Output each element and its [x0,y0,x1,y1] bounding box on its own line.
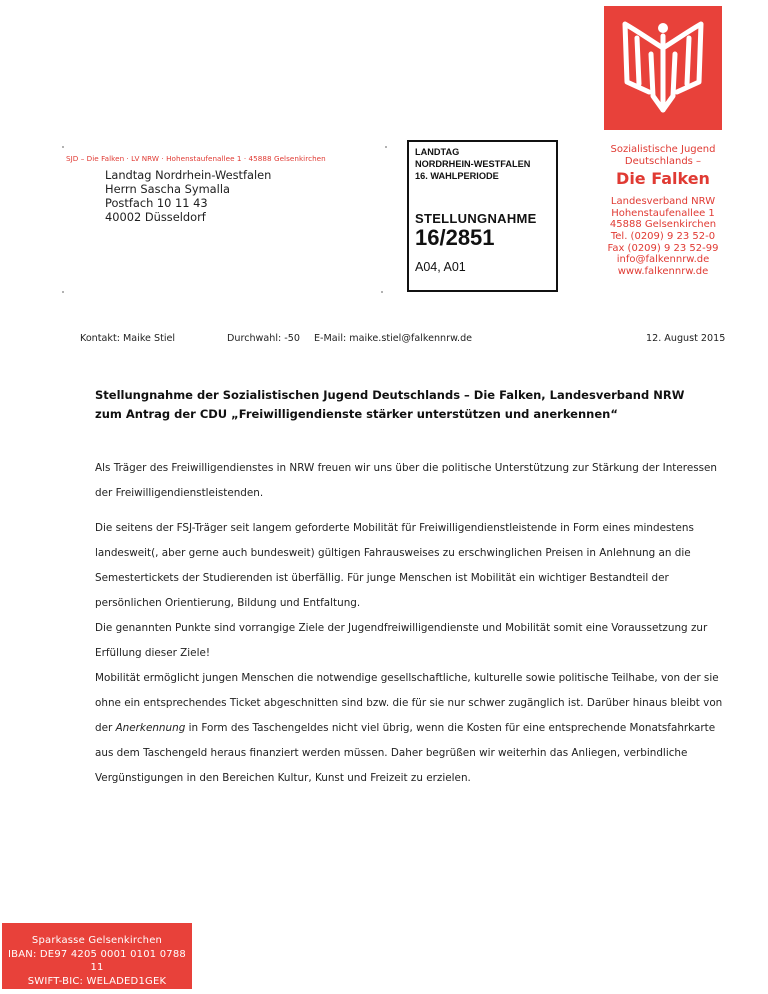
org-line: Sozialistische Jugend [610,144,716,155]
emphasis-text: Anerkennung [115,722,186,734]
scan-speck [385,146,387,148]
stamp-line: LANDTAG [415,147,460,157]
bank-name: Sparkasse Gelsenkirchen [31,935,163,946]
paragraph-text: Mobilität ermöglicht jungen Menschen die notwendige gesellschaftliche, kulturelle sowie politische Teilhabe, von der sie ohne ein entsprechendes Ticket abgeschnitten sind bzw. die für sie nur schwer zugänglich ist. Darüber hinaus bleibt von der [95,672,723,734]
falken-logo [604,6,722,130]
stamp-line: NORDRHEIN-WESTFALEN [415,159,531,169]
stamp-title: STELLUNGNAHME [415,211,537,226]
org-line: Deutschlands – [624,155,702,167]
falcon-icon [613,14,713,122]
paragraph [95,666,735,791]
paragraph: Als Träger des Freiwilligendienstes in NRW freuen wir uns über die politische Unterstützung zur Stärkung der Interessen der Freiwilligendienstleistenden. [95,462,718,499]
bank-bic: SWIFT-BIC: WELADED1GEK [27,975,167,987]
letter-date: 12. August 2015 [646,333,726,344]
bank-iban: IBAN: DE97 4205 0001 0101 0788 11 [8,948,186,973]
paragraph: Die genannten Punkte sind vorrangige Ziele der Jugendfreiwilligendienste und Mobilität somit eine Voraussetzung zur Erfüllung dieser Ziele! [95,622,708,659]
recipient-address [105,168,271,224]
recipient-line: Herrn Sascha Symalla [105,182,230,196]
scan-speck [62,146,64,148]
recipient-line: Postfach 10 11 43 [105,196,208,210]
letter-body [95,456,735,791]
organization-info [596,144,730,277]
contact-email: E-Mail: maike.stiel@falkennrw.de [314,333,473,344]
letter-heading [95,386,735,424]
org-name: Die Falken [616,169,710,189]
stamp-number: 16/2851 [415,225,495,250]
org-address-line: Hohenstaufenallee 1 [611,207,715,219]
heading-line: Stellungnahme der Sozialistischen Jugend Deutschlands – Die Falken, Landesverband NRW [95,388,685,402]
recipient-line: Landtag Nordrhein-Westfalen [105,168,272,182]
paragraph-text: in Form des Taschengeldes nicht viel übrig, wenn die Kosten für eine entsprechende Monatsfahrkarte aus dem Taschengeld heraus finanziert werden müssen. Daher begrüßen wir weiterhin das Anliegen, verbindliche Vergünstigungen in den Bereichen Kultur, Kunst und Freizeit zu erzielen. [95,722,716,784]
sender-address-line: SJD – Die Falken · LV NRW · Hohenstaufenallee 1 · 45888 Gelsenkirchen [66,154,326,163]
org-address-line: 45888 Gelsenkirchen [609,219,717,231]
scan-speck [62,291,64,293]
org-fax: Fax (0209) 9 23 52-99 [607,242,719,254]
org-address-line: Landesverband NRW [610,196,716,208]
stamp-codes: A04, A01 [415,260,466,274]
paragraph: Die seitens der FSJ-Träger seit langem geforderte Mobilität für Freiwilligendienstleistende in Form eines mindestens landesweit(, aber gerne auch bundesweit) gültigen Fahrausweises zu erschwinglichen Preisen in Anlehnung an die Semestertickets der Studierenden ist überfällig. Für junge Menschen ist Mobilität ein wichtiger Bestandteil der persönlichen Orientierung, Bildung und Entfaltung. [95,522,694,609]
contact-phone: Durchwahl: -50 [227,333,300,344]
org-website: www.falkennrw.de [617,265,709,277]
heading-line: zum Antrag der CDU „Freiwilligendienste stärker unterstützen und anerkennen“ [95,407,618,421]
stamp-line: 16. WAHLPERIODE [415,171,499,181]
scan-speck [381,291,383,293]
contact-name: Kontakt: Maike Stiel [80,333,176,344]
landtag-stamp [407,140,558,292]
recipient-line: 40002 Düsseldorf [105,210,206,224]
bank-details [2,923,192,989]
org-email: info@falkennrw.de [616,254,710,266]
org-phone: Tel. (0209) 9 23 52-0 [610,230,716,242]
